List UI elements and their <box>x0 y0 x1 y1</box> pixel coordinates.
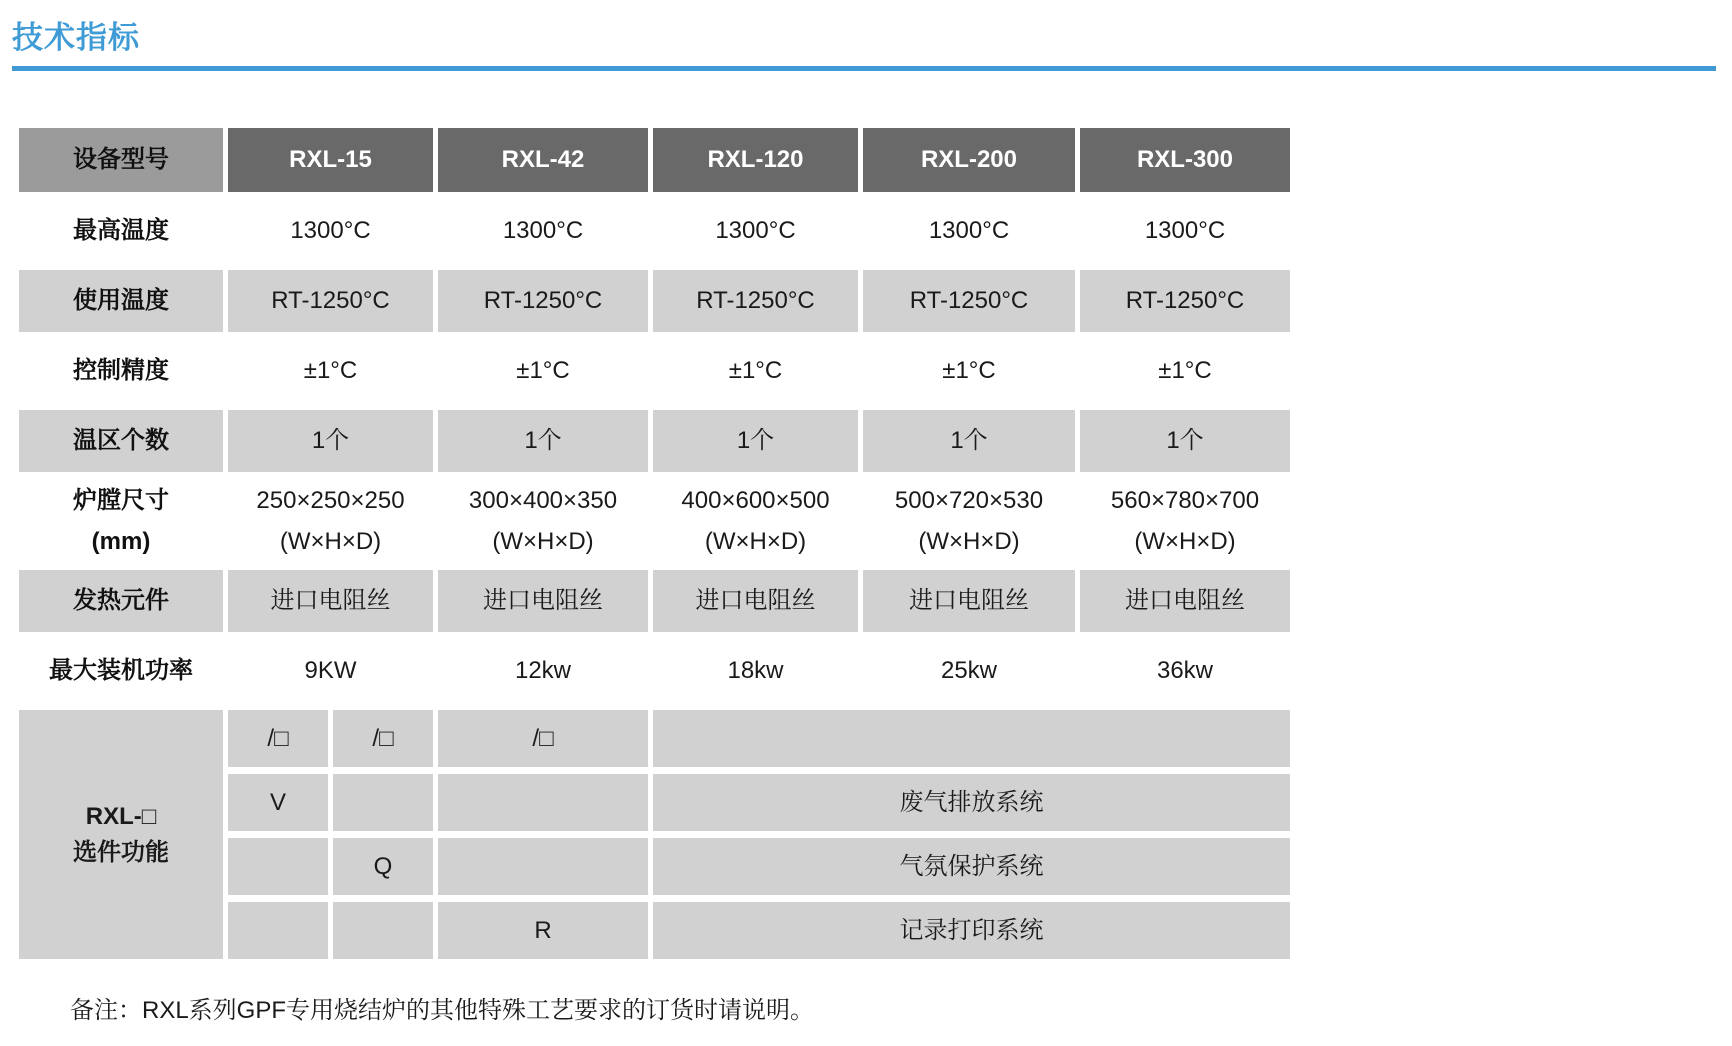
option-code-cell <box>333 774 433 831</box>
row-label: 最大装机功率 <box>19 639 223 703</box>
spec-value: ±1°C <box>228 339 433 403</box>
row-label: 发热元件 <box>19 570 223 632</box>
spec-value: 1300°C <box>863 199 1075 263</box>
options-label-line1: RXL-□ <box>85 802 157 830</box>
spec-value: 25kw <box>863 639 1075 703</box>
row-label <box>19 479 223 563</box>
dimension-unit: (W×H×D) <box>279 528 382 555</box>
spec-value <box>863 479 1075 563</box>
option-code-cell: /□ <box>333 710 433 767</box>
dimension-unit: (W×H×D) <box>1134 528 1236 555</box>
option-code-cell <box>228 838 328 895</box>
spec-table <box>14 121 1295 966</box>
option-code-cell <box>333 902 433 959</box>
spec-value: 进口电阻丝 <box>438 570 648 632</box>
table-row <box>19 410 1290 472</box>
dimension-value: 400×600×500 <box>681 487 830 514</box>
row-label: 使用温度 <box>19 270 223 332</box>
row-label: 控制精度 <box>19 339 223 403</box>
dimension-value: 500×720×530 <box>894 487 1044 514</box>
model-header: RXL-120 <box>653 128 858 192</box>
title-underline <box>12 66 1716 71</box>
table-row <box>19 570 1290 632</box>
model-header: RXL-42 <box>438 128 648 192</box>
model-header: RXL-300 <box>1080 128 1290 192</box>
dimension-value: 300×400×350 <box>468 487 618 514</box>
spec-value: 进口电阻丝 <box>1080 570 1290 632</box>
table-note: 备注：RXL系列GPF专用烧结炉的其他特殊工艺要求的订货时请说明。 <box>70 997 815 1024</box>
option-code-cell: /□ <box>438 710 648 767</box>
spec-value: RT-1250°C <box>863 270 1075 332</box>
spec-value: 1个 <box>863 410 1075 472</box>
spec-value: ±1°C <box>438 339 648 403</box>
spec-value: 1300°C <box>228 199 433 263</box>
spec-value: ±1°C <box>863 339 1075 403</box>
model-header: RXL-200 <box>863 128 1075 192</box>
row-label: 温区个数 <box>19 410 223 472</box>
spec-value: 1300°C <box>438 199 648 263</box>
header-label-cell: 设备型号 <box>19 128 223 192</box>
spec-value: RT-1250°C <box>438 270 648 332</box>
options-label-cell <box>19 710 223 959</box>
spec-value <box>228 479 433 563</box>
option-code-cell: Q <box>333 838 433 895</box>
spec-value: 18kw <box>653 639 858 703</box>
dimension-unit: (W×H×D) <box>918 528 1020 555</box>
option-desc-cell: 气氛保护系统 <box>653 838 1290 895</box>
row-label-line2: (mm) <box>91 528 151 555</box>
spec-value: ±1°C <box>1080 339 1290 403</box>
table-row <box>19 339 1290 403</box>
spec-value: ±1°C <box>653 339 858 403</box>
options-row <box>19 710 1290 767</box>
row-label-line1: 炉膛尺寸 <box>73 487 169 514</box>
table-row <box>19 639 1290 703</box>
spec-value: 进口电阻丝 <box>863 570 1075 632</box>
table-row <box>19 199 1290 263</box>
spec-value <box>438 479 648 563</box>
spec-value: RT-1250°C <box>228 270 433 332</box>
option-code-cell <box>438 774 648 831</box>
spec-value: 进口电阻丝 <box>228 570 433 632</box>
options-label-line2: 选件功能 <box>73 838 169 866</box>
dimension-value: 560×780×700 <box>1110 487 1260 514</box>
dimension-unit: (W×H×D) <box>704 528 807 555</box>
model-header: RXL-15 <box>228 128 433 192</box>
row-label: 最高温度 <box>19 199 223 263</box>
spec-value: 1300°C <box>1080 199 1290 263</box>
table-header-row <box>19 128 1290 192</box>
spec-value: 1个 <box>438 410 648 472</box>
table-row <box>19 270 1290 332</box>
option-code-cell: V <box>228 774 328 831</box>
spec-value: 1个 <box>1080 410 1290 472</box>
option-code-cell <box>438 838 648 895</box>
spec-value: 9KW <box>228 639 433 703</box>
spec-value: 进口电阻丝 <box>653 570 858 632</box>
page-title: 技术指标 <box>12 20 140 55</box>
spec-value: 1300°C <box>653 199 858 263</box>
dimension-unit: (W×H×D) <box>492 528 594 555</box>
spec-value: RT-1250°C <box>653 270 858 332</box>
spec-value: 12kw <box>438 639 648 703</box>
option-code-cell: /□ <box>228 710 328 767</box>
table-row <box>19 479 1290 563</box>
spec-value <box>1080 479 1290 563</box>
option-code-cell: R <box>438 902 648 959</box>
option-desc-cell: 记录打印系统 <box>653 902 1290 959</box>
option-desc-cell: 废气排放系统 <box>653 774 1290 831</box>
spec-value: RT-1250°C <box>1080 270 1290 332</box>
spec-value: 1个 <box>653 410 858 472</box>
option-code-cell <box>228 902 328 959</box>
spec-value: 36kw <box>1080 639 1290 703</box>
spec-value: 1个 <box>228 410 433 472</box>
spec-value <box>653 479 858 563</box>
dimension-value: 250×250×250 <box>256 487 405 514</box>
option-desc-cell <box>653 710 1290 767</box>
